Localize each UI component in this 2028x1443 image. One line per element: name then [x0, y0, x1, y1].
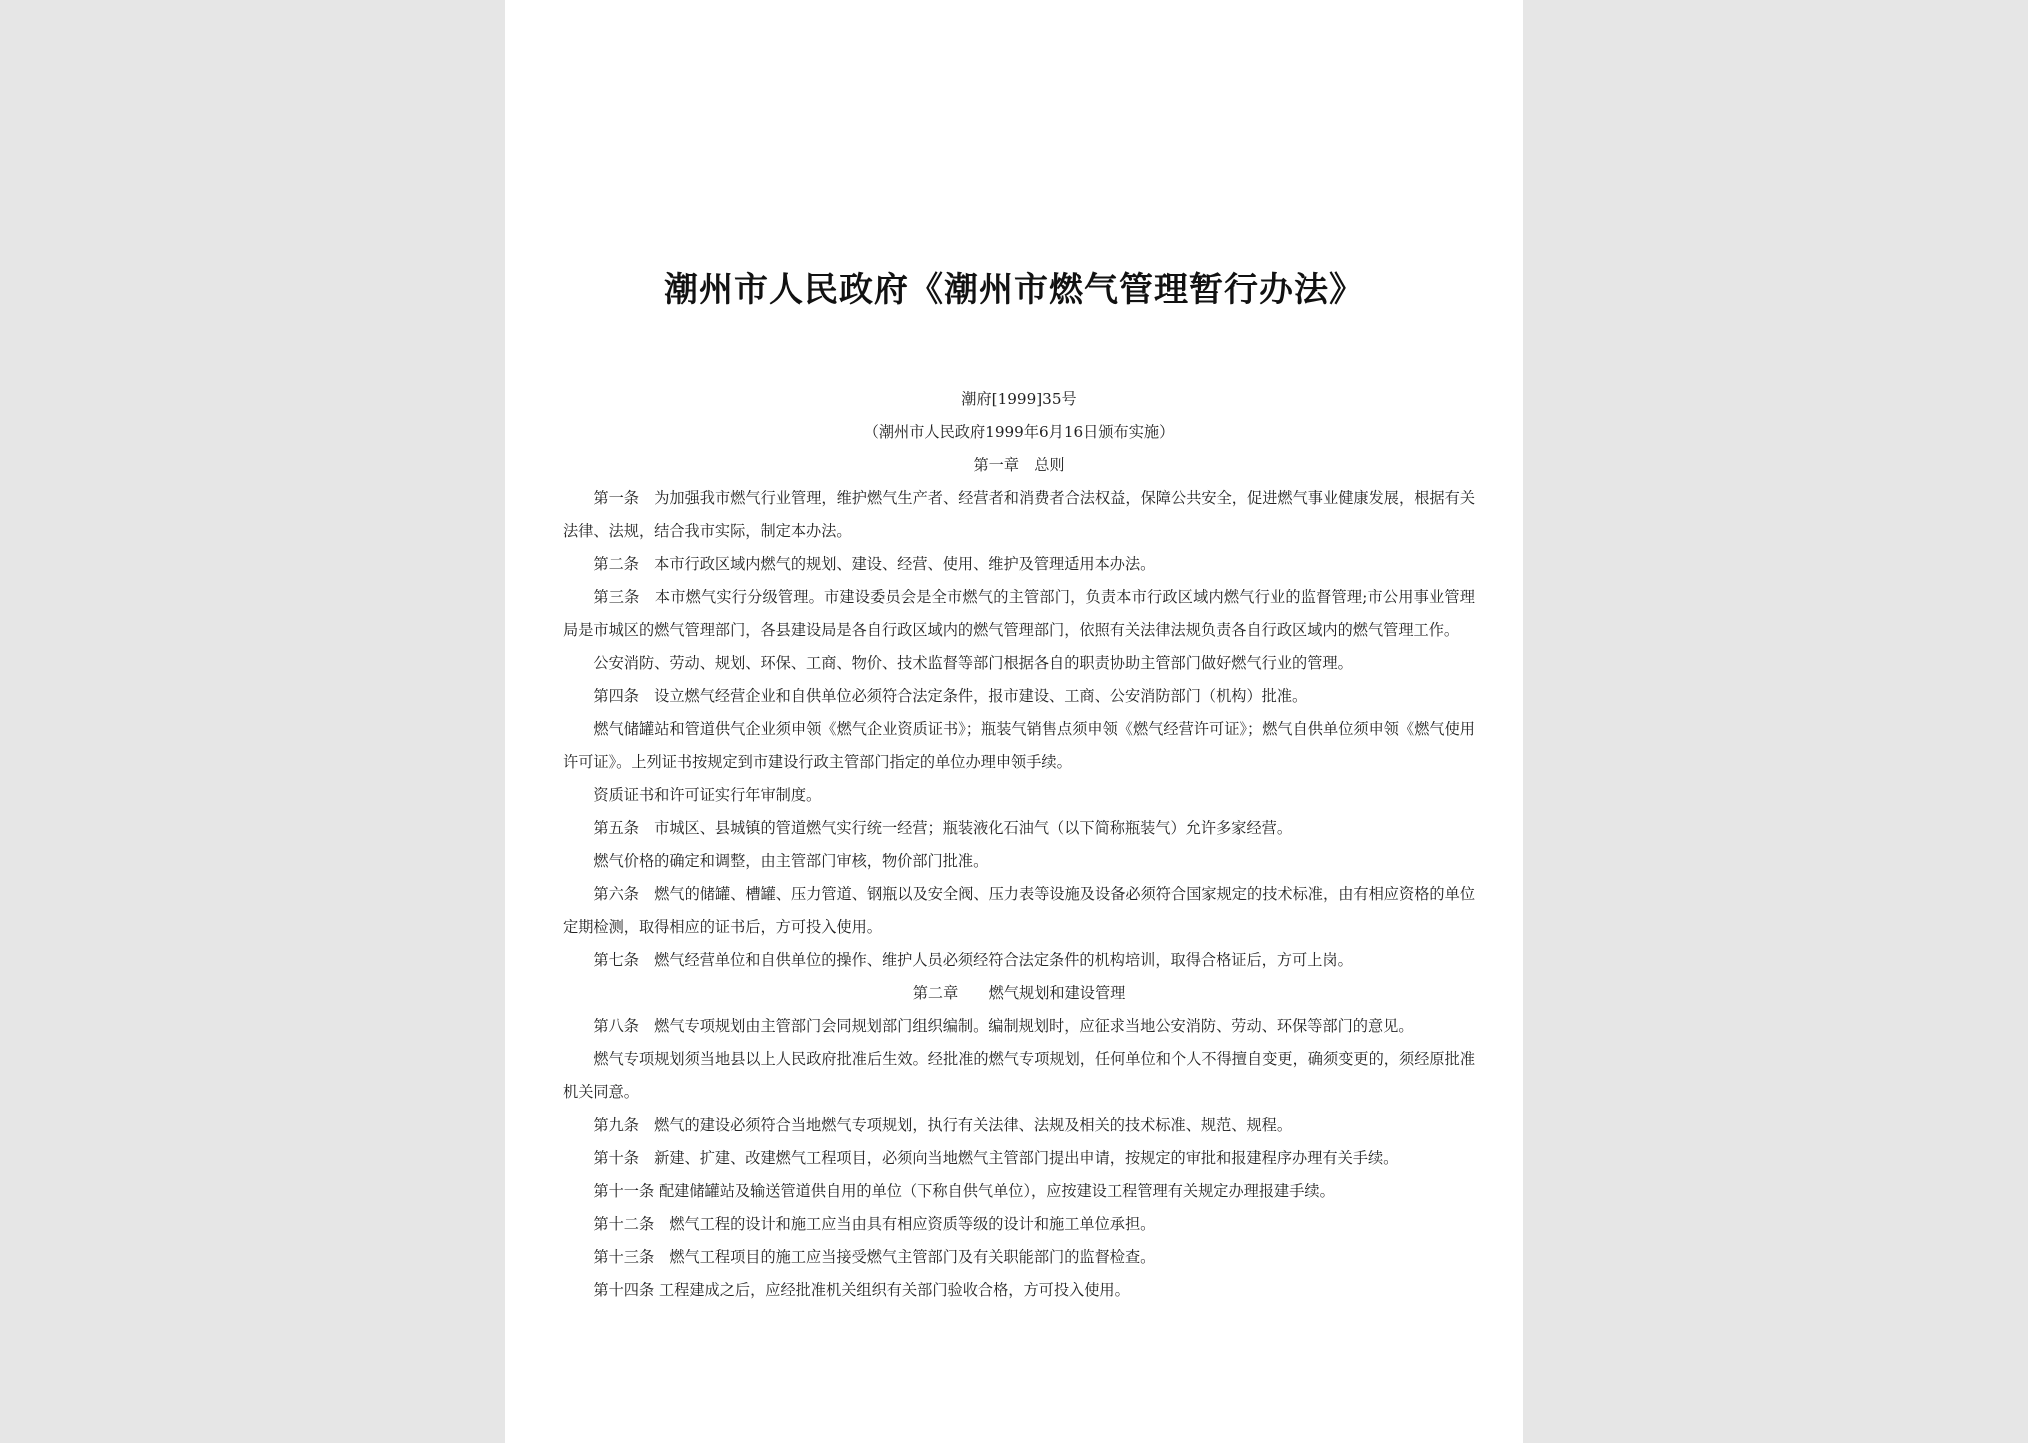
paragraph: 燃气专项规划须当地县以上人民政府批准后生效。经批准的燃气专项规划，任何单位和个人不得擅自变更，确须变更的，须经原批准机关同意。 [563, 1050, 1475, 1101]
paragraph: 第七条 燃气经营单位和自供单位的操作、维护人员必须经符合法定条件的机构培训，取得合格证后，方可上岗。 [593, 951, 1353, 969]
issue-note: （潮州市人民政府1999年6月16日颁布实施） [863, 423, 1175, 441]
chapter-heading-1: 第一章 总则 [973, 456, 1065, 474]
paragraph: 燃气价格的确定和调整，由主管部门审核，物价部门批准。 [593, 852, 989, 870]
paragraph: 第六条 燃气的储罐、槽罐、压力管道、钢瓶以及安全阀、压力表等设施及设备必须符合国家规定的技术标准，由有相应资格的单位定期检测，取得相应的证书后，方可投入使用。 [563, 885, 1475, 936]
paragraph: 第二条 本市行政区域内燃气的规划、建设、经营、使用、维护及管理适用本办法。 [593, 555, 1156, 573]
paragraph: 第十三条 燃气工程项目的施工应当接受燃气主管部门及有关职能部门的监督检查。 [593, 1248, 1156, 1266]
chapter-heading-2: 第二章 燃气规划和建设管理 [912, 984, 1126, 1002]
paragraph: 第十四条 工程建成之后，应经批准机关组织有关部门验收合格，方可投入使用。 [593, 1281, 1130, 1299]
paragraph: 第八条 燃气专项规划由主管部门会同规划部门组织编制。编制规划时，应征求当地公安消防、劳动、环保等部门的意见。 [593, 1017, 1414, 1035]
paragraph: 资质证书和许可证实行年审制度。 [593, 786, 822, 804]
paragraph: 第九条 燃气的建设必须符合当地燃气专项规划，执行有关法律、法规及相关的技术标准、规范、规程。 [593, 1116, 1293, 1134]
document-body [563, 383, 1475, 1307]
paragraph: 第四条 设立燃气经营企业和自供单位必须符合法定条件，报市建设、工商、公安消防部门（机构）批准。 [593, 687, 1308, 705]
paragraph: 第十条 新建、扩建、改建燃气工程项目，必须向当地燃气主管部门提出申请，按规定的审批和报建程序办理有关手续。 [593, 1149, 1399, 1167]
document-title: 潮州市人民政府《潮州市燃气管理暂行办法》 [664, 270, 1364, 310]
paragraph: 第五条 市城区、县城镇的管道燃气实行统一经营；瓶装液化石油气（以下简称瓶装气）允许多家经营。 [593, 819, 1293, 837]
paragraph: 第一条 为加强我市燃气行业管理，维护燃气生产者、经营者和消费者合法权益，保障公共安全，促进燃气事业健康发展，根据有关法律、法规，结合我市实际，制定本办法。 [563, 489, 1475, 540]
doc-number: 潮府[1999]35号 [961, 390, 1077, 408]
paragraph: 第三条 本市燃气实行分级管理。市建设委员会是全市燃气的主管部门，负责本市行政区域内燃气行业的监督管理;市公用事业管理局是市城区的燃气管理部门，各县建设局是各自行政区域内的燃气管理部门，依照有关法律法规负责各自行政区域内的燃气管理工作。 [563, 588, 1475, 639]
paragraph: 公安消防、劳动、规划、环保、工商、物价、技术监督等部门根据各自的职责协助主管部门做好燃气行业的管理。 [593, 654, 1353, 672]
paragraph: 第十二条 燃气工程的设计和施工应当由具有相应资质等级的设计和施工单位承担。 [593, 1215, 1156, 1233]
paragraph: 燃气储罐站和管道供气企业须申领《燃气企业资质证书》；瓶装气销售点须申领《燃气经营许可证》；燃气自供单位须申领《燃气使用许可证》。上列证书按规定到市建设行政主管部门指定的单位办理申领手续。 [563, 720, 1475, 771]
paragraph: 第十一条 配建储罐站及输送管道供自用的单位（下称自供气单位），应按建设工程管理有关规定办理报建手续。 [593, 1182, 1335, 1200]
document-page [505, 0, 1523, 1443]
